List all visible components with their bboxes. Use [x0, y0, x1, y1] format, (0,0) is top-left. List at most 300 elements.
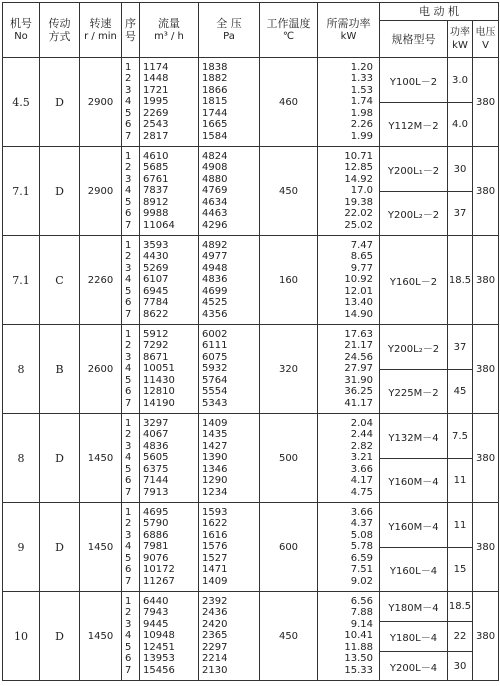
- motor-model-cell: Y160M－4: [380, 459, 448, 503]
- flow-cell: [140, 503, 199, 592]
- seq-value: 1: [125, 240, 132, 252]
- flow-value: 1448: [143, 73, 169, 85]
- motor-model-cell: Y225M－2: [380, 370, 448, 414]
- flow-value: 12810: [143, 386, 175, 398]
- flow-value: 4836: [143, 440, 169, 452]
- machine-no-cell: 9: [3, 503, 40, 592]
- pressure-value: 6111: [202, 340, 228, 352]
- flow-value: 9445: [143, 618, 169, 630]
- seq-value: 7: [125, 130, 132, 142]
- pressure-value: 4836: [202, 274, 228, 286]
- motor-model-cell: Y132M－4: [380, 414, 448, 459]
- required-power-value: 14.92: [344, 173, 373, 185]
- drive-type-cell: C: [40, 236, 80, 325]
- flow-value: 1721: [143, 84, 169, 96]
- pressure-value: 1744: [202, 107, 228, 119]
- required-power-value: 5.08: [350, 529, 373, 541]
- required-power-value: 13.40: [344, 297, 373, 309]
- flow-value: 4067: [143, 429, 169, 441]
- header-motor-power: 功率 kW: [448, 21, 473, 58]
- required-power-value: 27.97: [344, 363, 373, 375]
- pressure-value: 5343: [202, 397, 228, 409]
- seq-value: 6: [125, 653, 132, 665]
- machine-no-cell: 7.1: [3, 147, 40, 236]
- pressure-value: 4463: [202, 208, 228, 220]
- header-motor: 电 动 机: [380, 3, 499, 21]
- pressure-value: 2130: [202, 664, 228, 676]
- required-power-cell: [318, 58, 380, 147]
- motor-model-cell: Y200L₂－2: [380, 325, 448, 370]
- flow-value: 8912: [143, 196, 169, 208]
- motor-voltage-cell: 380: [473, 325, 499, 414]
- flow-value: 9988: [143, 208, 169, 220]
- pressure-value: 4634: [202, 196, 228, 208]
- required-power-value: 3.66: [350, 463, 373, 475]
- required-power-value: 6.59: [350, 552, 373, 564]
- pressure-value: 4892: [202, 240, 228, 252]
- flow-value: 7913: [143, 486, 169, 498]
- seq-value: 4: [125, 96, 132, 108]
- header-motor-model: 规格型号: [380, 21, 448, 58]
- flow-value: 4610: [143, 151, 169, 163]
- flow-value: 11267: [143, 575, 175, 587]
- seq-value: 4: [125, 185, 132, 197]
- pressure-value: 4356: [202, 308, 228, 320]
- flow-value: 6761: [143, 173, 169, 185]
- fan-performance-table: [2, 2, 499, 681]
- pressure-cell: [199, 58, 260, 147]
- flow-cell: [140, 58, 199, 147]
- required-power-value: 7.88: [350, 607, 373, 619]
- header-temperature: 工作温度 ℃: [260, 3, 318, 58]
- required-power-value: 1.53: [350, 84, 373, 96]
- flow-value: 13953: [143, 653, 175, 665]
- flow-value: 9076: [143, 552, 169, 564]
- machine-no-cell: 8: [3, 325, 40, 414]
- seq-value: 5: [125, 285, 132, 297]
- table-row: [3, 414, 499, 459]
- flow-value: 6440: [143, 596, 169, 608]
- seq-value: 1: [125, 151, 132, 163]
- required-power-value: 12.01: [344, 285, 373, 297]
- header-flow: 流量 m³ / h: [140, 3, 199, 58]
- required-power-value: 31.90: [344, 374, 373, 386]
- motor-model-cell: Y200L₁－2: [380, 147, 448, 192]
- required-power-value: 14.90: [344, 308, 373, 320]
- required-power-value: 36.25: [344, 386, 373, 398]
- required-power-cell: [318, 592, 380, 681]
- flow-value: 6375: [143, 463, 169, 475]
- pressure-value: 1815: [202, 96, 228, 108]
- required-power-value: 9.77: [350, 262, 373, 274]
- motor-model-cell: Y200L－4: [380, 652, 448, 681]
- flow-value: 5912: [143, 329, 169, 341]
- motor-power-cell: 3.0: [448, 58, 473, 103]
- pressure-cell: [199, 147, 260, 236]
- table-row: [3, 325, 499, 370]
- pressure-value: 4699: [202, 285, 228, 297]
- flow-value: 6886: [143, 529, 169, 541]
- required-power-cell: [318, 325, 380, 414]
- flow-value: 15456: [143, 664, 175, 676]
- seq-value: 4: [125, 274, 132, 286]
- required-power-cell: [318, 503, 380, 592]
- required-power-value: 9.14: [350, 618, 373, 630]
- required-power-value: 1.98: [350, 107, 373, 119]
- motor-voltage-cell: 380: [473, 414, 499, 503]
- pressure-value: 4824: [202, 151, 228, 163]
- seq-value: 6: [125, 475, 132, 487]
- seq-value: 3: [125, 351, 132, 363]
- motor-model-cell: Y160M－4: [380, 503, 448, 548]
- seq-value: 2: [125, 429, 132, 441]
- flow-value: 4430: [143, 251, 169, 263]
- motor-power-cell: 37: [448, 325, 473, 370]
- seq-value: 1: [125, 329, 132, 341]
- pressure-value: 4769: [202, 185, 228, 197]
- flow-cell: [140, 147, 199, 236]
- pressure-value: 1584: [202, 130, 228, 142]
- flow-cell: [140, 325, 199, 414]
- pressure-value: 2365: [202, 630, 228, 642]
- table-row: [3, 503, 499, 548]
- motor-model-cell: Y180L－4: [380, 622, 448, 652]
- seq-value: 3: [125, 173, 132, 185]
- temperature-cell: 160: [260, 236, 318, 325]
- pressure-cell: [199, 592, 260, 681]
- pressure-value: 4296: [202, 219, 228, 231]
- seq-cell: [122, 325, 140, 414]
- pressure-value: 1593: [202, 507, 228, 519]
- pressure-value: 1622: [202, 518, 228, 530]
- pressure-value: 1665: [202, 119, 228, 131]
- motor-model-cell: Y112M－2: [380, 103, 448, 147]
- flow-value: 6945: [143, 285, 169, 297]
- pressure-cell: [199, 325, 260, 414]
- seq-value: 2: [125, 162, 132, 174]
- seq-value: 3: [125, 440, 132, 452]
- speed-cell: 1450: [80, 592, 122, 681]
- seq-value: 7: [125, 397, 132, 409]
- seq-value: 1: [125, 62, 132, 74]
- speed-cell: 2900: [80, 58, 122, 147]
- pressure-value: 4948: [202, 262, 228, 274]
- seq-value: 2: [125, 73, 132, 85]
- required-power-value: 10.71: [344, 151, 373, 163]
- seq-cell: [122, 414, 140, 503]
- required-power-value: 4.17: [350, 475, 373, 487]
- motor-power-cell: 37: [448, 192, 473, 236]
- drive-type-cell: D: [40, 147, 80, 236]
- flow-value: 5269: [143, 262, 169, 274]
- flow-value: 11064: [143, 219, 175, 231]
- flow-value: 8671: [143, 351, 169, 363]
- motor-power-cell: 11: [448, 503, 473, 548]
- required-power-value: 41.17: [344, 397, 373, 409]
- header-drive-type: 传动 方式: [40, 3, 80, 58]
- required-power-value: 25.02: [344, 219, 373, 231]
- required-power-value: 6.56: [350, 596, 373, 608]
- required-power-cell: [318, 236, 380, 325]
- required-power-value: 7.51: [350, 564, 373, 576]
- seq-value: 2: [125, 607, 132, 619]
- seq-value: 7: [125, 219, 132, 231]
- temperature-cell: 450: [260, 592, 318, 681]
- required-power-value: 7.47: [350, 240, 373, 252]
- drive-type-cell: D: [40, 503, 80, 592]
- motor-power-cell: 4.0: [448, 103, 473, 147]
- motor-power-cell: 22: [448, 622, 473, 652]
- motor-power-cell: 30: [448, 652, 473, 681]
- header-motor-voltage: 电压 V: [473, 21, 499, 58]
- required-power-value: 19.38: [344, 196, 373, 208]
- pressure-value: 1390: [202, 452, 228, 464]
- motor-model-cell: Y200L₂－2: [380, 192, 448, 236]
- motor-model-cell: Y160L－4: [380, 548, 448, 592]
- seq-value: 7: [125, 308, 132, 320]
- drive-type-cell: D: [40, 414, 80, 503]
- seq-value: 3: [125, 618, 132, 630]
- pressure-value: 1882: [202, 73, 228, 85]
- flow-value: 10051: [143, 363, 175, 375]
- machine-no-cell: 7.1: [3, 236, 40, 325]
- required-power-value: 2.26: [350, 119, 373, 131]
- seq-value: 4: [125, 541, 132, 553]
- seq-cell: [122, 592, 140, 681]
- required-power-value: 1.99: [350, 130, 373, 142]
- pressure-value: 1576: [202, 541, 228, 553]
- pressure-value: 4908: [202, 162, 228, 174]
- flow-value: 7144: [143, 475, 169, 487]
- required-power-value: 17.63: [344, 329, 373, 341]
- seq-value: 6: [125, 208, 132, 220]
- pressure-value: 6075: [202, 351, 228, 363]
- seq-value: 4: [125, 452, 132, 464]
- pressure-value: 1409: [202, 418, 228, 430]
- required-power-value: 10.41: [344, 630, 373, 642]
- motor-voltage-cell: 380: [473, 592, 499, 681]
- seq-value: 1: [125, 507, 132, 519]
- required-power-value: 21.17: [344, 340, 373, 352]
- table-row: [3, 236, 499, 325]
- header-seq: 序 号: [122, 3, 140, 58]
- pressure-value: 2214: [202, 653, 228, 665]
- required-power-value: 11.88: [344, 641, 373, 653]
- temperature-cell: 500: [260, 414, 318, 503]
- pressure-value: 5764: [202, 374, 228, 386]
- required-power-value: 12.85: [344, 162, 373, 174]
- flow-value: 3297: [143, 418, 169, 430]
- required-power-value: 2.44: [350, 429, 373, 441]
- drive-type-cell: B: [40, 325, 80, 414]
- flow-cell: [140, 592, 199, 681]
- flow-value: 6107: [143, 274, 169, 286]
- flow-value: 7837: [143, 185, 169, 197]
- seq-cell: [122, 147, 140, 236]
- temperature-cell: 450: [260, 147, 318, 236]
- seq-cell: [122, 58, 140, 147]
- flow-value: 12451: [143, 641, 175, 653]
- seq-value: 2: [125, 251, 132, 263]
- motor-power-cell: 11: [448, 459, 473, 503]
- motor-model-cell: Y180M－4: [380, 592, 448, 622]
- flow-value: 2269: [143, 107, 169, 119]
- header-speed: 转速 r / min: [80, 3, 122, 58]
- flow-value: 4695: [143, 507, 169, 519]
- speed-cell: 1450: [80, 414, 122, 503]
- seq-value: 4: [125, 630, 132, 642]
- seq-value: 5: [125, 552, 132, 564]
- required-power-value: 1.20: [350, 62, 373, 74]
- required-power-value: 5.78: [350, 541, 373, 553]
- required-power-value: 4.75: [350, 486, 373, 498]
- seq-value: 6: [125, 297, 132, 309]
- pressure-value: 4880: [202, 173, 228, 185]
- pressure-value: 1290: [202, 475, 228, 487]
- seq-value: 5: [125, 463, 132, 475]
- table-row: [3, 58, 499, 103]
- speed-cell: 2900: [80, 147, 122, 236]
- required-power-value: 8.65: [350, 251, 373, 263]
- flow-value: 1995: [143, 96, 169, 108]
- motor-voltage-cell: 380: [473, 58, 499, 147]
- header-required-power: 所需功率 kW: [318, 3, 380, 58]
- required-power-value: 9.02: [350, 575, 373, 587]
- required-power-value: 17.0: [350, 185, 373, 197]
- pressure-value: 2297: [202, 641, 228, 653]
- temperature-cell: 600: [260, 503, 318, 592]
- pressure-value: 2420: [202, 618, 228, 630]
- pressure-value: 5554: [202, 386, 228, 398]
- pressure-value: 1616: [202, 529, 228, 541]
- seq-value: 1: [125, 596, 132, 608]
- seq-value: 6: [125, 386, 132, 398]
- pressure-value: 2436: [202, 607, 228, 619]
- motor-power-cell: 18.5: [448, 236, 473, 325]
- seq-cell: [122, 503, 140, 592]
- pressure-value: 1838: [202, 62, 228, 74]
- temperature-cell: 460: [260, 58, 318, 147]
- required-power-value: 2.82: [350, 440, 373, 452]
- seq-value: 3: [125, 84, 132, 96]
- seq-value: 5: [125, 374, 132, 386]
- flow-value: 7981: [143, 541, 169, 553]
- seq-value: 3: [125, 529, 132, 541]
- motor-power-cell: 30: [448, 147, 473, 192]
- flow-value: 1174: [143, 62, 169, 74]
- pressure-value: 1234: [202, 486, 228, 498]
- motor-voltage-cell: 380: [473, 503, 499, 592]
- motor-voltage-cell: 380: [473, 147, 499, 236]
- motor-model-cell: Y100L－2: [380, 58, 448, 103]
- required-power-value: 10.92: [344, 274, 373, 286]
- required-power-cell: [318, 414, 380, 503]
- motor-power-cell: 7.5: [448, 414, 473, 459]
- seq-value: 7: [125, 486, 132, 498]
- motor-power-cell: 45: [448, 370, 473, 414]
- flow-value: 10172: [143, 564, 175, 576]
- table-row: [3, 592, 499, 622]
- pressure-cell: [199, 414, 260, 503]
- flow-value: 5605: [143, 452, 169, 464]
- motor-power-cell: 15: [448, 548, 473, 592]
- flow-value: 11430: [143, 374, 175, 386]
- seq-value: 5: [125, 196, 132, 208]
- motor-model-cell: Y160L－2: [380, 236, 448, 325]
- required-power-value: 1.33: [350, 73, 373, 85]
- pressure-value: 1346: [202, 463, 228, 475]
- drive-type-cell: D: [40, 592, 80, 681]
- seq-value: 1: [125, 418, 132, 430]
- drive-type-cell: D: [40, 58, 80, 147]
- required-power-value: 24.56: [344, 351, 373, 363]
- required-power-value: 4.37: [350, 518, 373, 530]
- seq-value: 2: [125, 518, 132, 530]
- temperature-cell: 320: [260, 325, 318, 414]
- seq-cell: [122, 236, 140, 325]
- seq-value: 3: [125, 262, 132, 274]
- speed-cell: 2260: [80, 236, 122, 325]
- pressure-value: 1435: [202, 429, 228, 441]
- flow-cell: [140, 414, 199, 503]
- required-power-value: 15.33: [344, 664, 373, 676]
- seq-value: 7: [125, 575, 132, 587]
- speed-cell: 1450: [80, 503, 122, 592]
- header-pressure: 全 压 Pa: [199, 3, 260, 58]
- pressure-value: 1866: [202, 84, 228, 96]
- machine-no-cell: 10: [3, 592, 40, 681]
- flow-value: 3593: [143, 240, 169, 252]
- required-power-value: 2.04: [350, 418, 373, 430]
- flow-value: 7784: [143, 297, 169, 309]
- flow-value: 14190: [143, 397, 175, 409]
- seq-value: 5: [125, 107, 132, 119]
- pressure-cell: [199, 236, 260, 325]
- motor-power-cell: 18.5: [448, 592, 473, 622]
- required-power-cell: [318, 147, 380, 236]
- required-power-value: 3.21: [350, 452, 373, 464]
- seq-value: 6: [125, 119, 132, 131]
- required-power-value: 13.50: [344, 653, 373, 665]
- flow-cell: [140, 236, 199, 325]
- speed-cell: 2600: [80, 325, 122, 414]
- seq-value: 5: [125, 641, 132, 653]
- pressure-value: 2392: [202, 596, 228, 608]
- pressure-cell: [199, 503, 260, 592]
- flow-value: 10948: [143, 630, 175, 642]
- required-power-value: 1.74: [350, 96, 373, 108]
- pressure-value: 6002: [202, 329, 228, 341]
- required-power-value: 3.66: [350, 507, 373, 519]
- required-power-value: 22.02: [344, 208, 373, 220]
- pressure-value: 4525: [202, 297, 228, 309]
- machine-no-cell: 8: [3, 414, 40, 503]
- pressure-value: 1471: [202, 564, 228, 576]
- machine-no-cell: 4.5: [3, 58, 40, 147]
- seq-value: 6: [125, 564, 132, 576]
- seq-value: 7: [125, 664, 132, 676]
- flow-value: 2543: [143, 119, 169, 131]
- flow-value: 5685: [143, 162, 169, 174]
- flow-value: 7292: [143, 340, 169, 352]
- table-row: [3, 147, 499, 192]
- flow-value: 5790: [143, 518, 169, 530]
- header-machine-no: 机号 No: [3, 3, 40, 58]
- flow-value: 2817: [143, 130, 169, 142]
- flow-value: 7943: [143, 607, 169, 619]
- seq-value: 2: [125, 340, 132, 352]
- flow-value: 8622: [143, 308, 169, 320]
